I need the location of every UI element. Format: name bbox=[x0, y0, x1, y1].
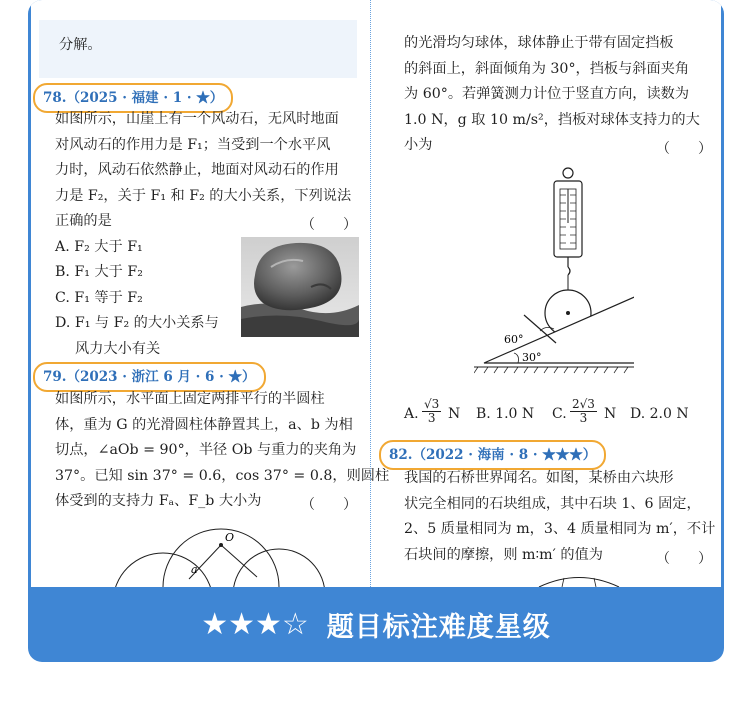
q78-answer-paren: （ ） bbox=[301, 217, 357, 233]
promo-card bbox=[28, 0, 724, 662]
q81-option-c-num: 2√3 bbox=[572, 397, 595, 411]
q82-line-2: 状完全相同的石块组成，其中石块 1、6 固定， bbox=[404, 496, 701, 512]
q81-line-2: 的斜面上，斜面倾角为 30°，挡板与斜面夹角 bbox=[404, 61, 690, 77]
q78-line-2: 对风动石的作用力是 F₁；当受到一个水平风 bbox=[55, 137, 331, 153]
q82-line-1: 我国的石桥世界闻名。如图，某桥由六块形 bbox=[404, 470, 674, 486]
q82-answer-paren: （ ） bbox=[656, 551, 712, 567]
banner-title: 题目标注难度星级 bbox=[326, 612, 551, 643]
q78-option-d-cont: 风力大小有关 bbox=[75, 341, 161, 357]
spring-scale-incline-figure bbox=[474, 163, 634, 381]
difficulty-stars: ★★★☆ bbox=[201, 607, 309, 642]
q81-answer-paren: （ ） bbox=[656, 141, 712, 157]
prev-tail-text: 分解。 bbox=[59, 37, 102, 53]
question-tag-78: 78.（2025 · 福建 · 1 · ★） bbox=[33, 83, 233, 113]
q78-option-a: A. F₂ 大于 F₁ bbox=[55, 239, 143, 255]
book-page bbox=[31, 0, 721, 587]
q78-option-d: D. F₁ 与 F₂ 的大小关系与 bbox=[55, 315, 219, 331]
q81-options bbox=[404, 398, 724, 432]
q78-option-c: C. F₁ 等于 F₂ bbox=[55, 290, 143, 306]
q81-option-a-unit: N bbox=[448, 406, 461, 422]
q81-option-c-fraction bbox=[570, 398, 597, 425]
q79-answer-paren: （ ） bbox=[301, 497, 357, 513]
q79-line-5: 体受到的支持力 Fₐ、F_b 大小为 bbox=[55, 493, 262, 509]
wind-rock-photo bbox=[241, 237, 359, 337]
angle-label-60: 60° bbox=[504, 333, 524, 346]
previous-question-tail bbox=[39, 20, 357, 78]
q81-option-a-den: 3 bbox=[427, 411, 436, 425]
q81-option-a-fraction bbox=[422, 398, 441, 425]
q81-option-c-unit: N bbox=[604, 406, 617, 422]
question-tag-82: 82.（2022 · 海南 · 8 · ★★★） bbox=[379, 440, 606, 470]
q81-line-1: 的光滑均匀球体，球体静止于带有固定挡板 bbox=[404, 35, 674, 51]
q81-option-c-prefix: C. bbox=[552, 406, 567, 422]
difficulty-banner bbox=[28, 587, 724, 662]
q81-line-5: 小为 bbox=[404, 137, 433, 153]
q81-line-4: 1.0 N，g 取 10 m/s²，挡板对球体支持力的大 bbox=[404, 112, 700, 128]
stone-bridge-figure-top bbox=[534, 574, 624, 587]
right-column bbox=[374, 0, 721, 587]
q82-line-4: 石块间的摩擦，则 m∶m′ 的值为 bbox=[404, 547, 603, 563]
q78-line-5: 正确的是 bbox=[55, 213, 112, 229]
column-divider bbox=[370, 0, 371, 587]
cylinder-figure bbox=[111, 515, 331, 587]
q78-line-1: 如图所示，山崖上有一个风动石，无风时地面 bbox=[55, 111, 339, 127]
q81-option-d: D. 2.0 N bbox=[630, 406, 689, 422]
point-label-a: a bbox=[191, 563, 198, 576]
q81-option-b: B. 1.0 N bbox=[476, 406, 535, 422]
q78-option-b: B. F₁ 大于 F₂ bbox=[55, 264, 143, 280]
q81-line-3: 为 60°。若弹簧测力计位于竖直方向，读数为 bbox=[404, 86, 690, 102]
q78-line-3: 力时，风动石依然静止，地面对风动石的作用 bbox=[55, 162, 339, 178]
center-label-o: O bbox=[225, 531, 235, 544]
q81-option-c-den: 3 bbox=[579, 411, 588, 425]
q79-line-2: 体，重为 G 的光滑圆柱体静置其上，a、b 为相 bbox=[55, 417, 353, 433]
q79-line-3: 切点，∠aOb = 90°，半径 Ob 与重力的夹角为 bbox=[55, 442, 357, 458]
q82-line-3: 2、5 质量相同为 m，3、4 质量相同为 m′，不计 bbox=[404, 521, 716, 537]
q79-line-1: 如图所示，水平面上固定两排平行的半圆柱 bbox=[55, 391, 325, 407]
question-tag-79: 79.（2023 · 浙江 6 月 · 6 · ★） bbox=[33, 362, 266, 392]
q81-option-a-num: √3 bbox=[424, 397, 440, 411]
q81-option-a-prefix: A. bbox=[404, 406, 419, 422]
q78-line-4: 力是 F₂，关于 F₁ 和 F₂ 的大小关系，下列说法 bbox=[55, 188, 352, 204]
left-column bbox=[31, 0, 390, 587]
angle-label-30: 30° bbox=[522, 351, 542, 364]
q79-line-4: 37°。已知 sin 37° = 0.6，cos 37° = 0.8，则圆柱 bbox=[55, 468, 390, 484]
